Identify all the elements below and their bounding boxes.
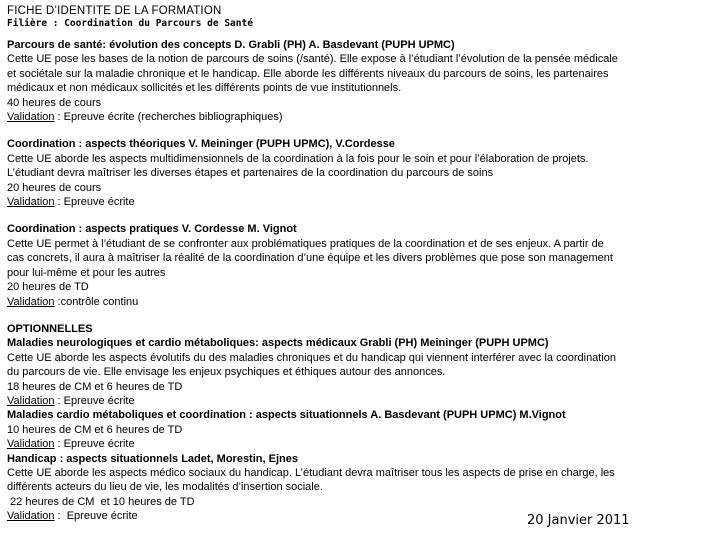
validation-text: : Epreuve écrite (54, 394, 135, 407)
module-title: Handicap : aspects situationnels Ladet, Morestin, Ejnes (7, 452, 298, 465)
validation-text: : Epreuve écrite (recherches bibliographiques) (54, 111, 283, 124)
optional-modules-section (7, 322, 713, 524)
validation-line (7, 295, 713, 309)
description-line: Cette UE aborde les aspects évolutifs du des maladies chroniques et du handicap qui viennent interférer avec la coordination (7, 351, 617, 364)
validation-text: : Epreuve écrite (54, 438, 135, 451)
validation-label: Validation (7, 510, 55, 523)
course-section-parcours (7, 38, 713, 124)
validation-text: : Epreuve écrite (54, 510, 138, 523)
description-line: Cette UE aborde les aspects médico sociaux du handicap. L’étudiant devra maîtriser tous les aspects de prise en charge, les (7, 466, 615, 479)
validation-label: Validation (7, 111, 55, 124)
course-section-coordination-theorique (7, 137, 713, 209)
validation-line (7, 110, 713, 124)
validation-line (7, 394, 713, 408)
hours-text: 20 heures de TD (7, 281, 89, 294)
section-title: Coordination : aspects théoriques V. Meininger (PUPH UPMC), V.Cordesse (7, 138, 395, 151)
validation-text: : Epreuve écrite (54, 196, 135, 209)
validation-label: Validation (7, 438, 55, 451)
document-subtitle: Filière : Coordination du Parcours de Santé (7, 18, 253, 29)
hours-text: 22 heures de CM et 10 heures de TD (7, 495, 195, 508)
hours-text: 40 heures de cours (7, 96, 102, 109)
validation-text: :contrôle continu (54, 295, 139, 308)
section-title: Parcours de santé: évolution des concepts D. Grabli (PH) A. Basdevant (PUPH UPMC) (7, 39, 455, 51)
validation-label: Validation (7, 394, 55, 407)
validation-line (7, 437, 713, 451)
hours-text: 20 heures de cours (7, 181, 102, 194)
module-title: Maladies neurologiques et cardio métaboliques: aspects médicaux Grabli (PH) Meininger (PUPH UPMC) (7, 337, 549, 350)
description-line: pour lui-même et pour les autres (7, 266, 166, 279)
section-title: Coordination : aspects pratiques V. Cordesse M. Vignot (7, 223, 297, 236)
description-line: Cette UE pose les bases de la notion de parcours de soins (/santé). Elle expose à l’étudiant l’évolution de la pensée médicale (7, 53, 618, 66)
document-page (7, 4, 713, 524)
description-line: médicaux et non médicaux sollicités et les différents points de vue institutionnels. (7, 82, 402, 95)
validation-label: Validation (7, 196, 55, 209)
validation-label: Validation (7, 295, 55, 308)
document-date: 20 Janvier 2011 (527, 513, 630, 528)
validation-line (7, 195, 713, 209)
hours-text: 18 heures de CM et 6 heures de TD (7, 380, 183, 393)
description-line: Cette UE permet à l’étudiant de se confronter aux problématiques pratiques de la coordination et de ses enjeux. A partir de (7, 237, 604, 250)
section-heading: OPTIONNELLES (7, 322, 93, 335)
hours-text: 10 heures de CM et 6 heures de TD (7, 423, 183, 436)
description-line: Cette UE aborde les aspects multidimensionnels de la coordination à la fois pour le soin et pour l’élaboration de projets. (7, 152, 589, 165)
description-line: L’étudiant devra maîtriser les diverses étapes et partenaires de la coordination du parcours de soins (7, 167, 494, 180)
description-line: cas concrets, il aura à maîtriser la réalité de la coordination d’une équipe et les divers problèmes que pose son management (7, 252, 613, 265)
description-line: du parcours de vie. Elle envisage les enjeux psychiques et éthiques autour des annonces. (7, 366, 446, 379)
description-line: et sociétale sur la maladie chronique et le handicap. Elle aborde les différents niveaux du parcours de soins, les partenaires (7, 67, 609, 80)
course-section-coordination-pratique (7, 222, 713, 308)
description-line: différents acteurs du lieu de vie, les modalités d’insertion sociale. (7, 481, 323, 494)
module-title: Maladies cardio métaboliques et coordination : aspects situationnels A. Basdevant (PUPH UPMC) M.Vignot (7, 409, 566, 422)
document-title: FICHE D’IDENTITE DE LA FORMATION (7, 5, 222, 17)
